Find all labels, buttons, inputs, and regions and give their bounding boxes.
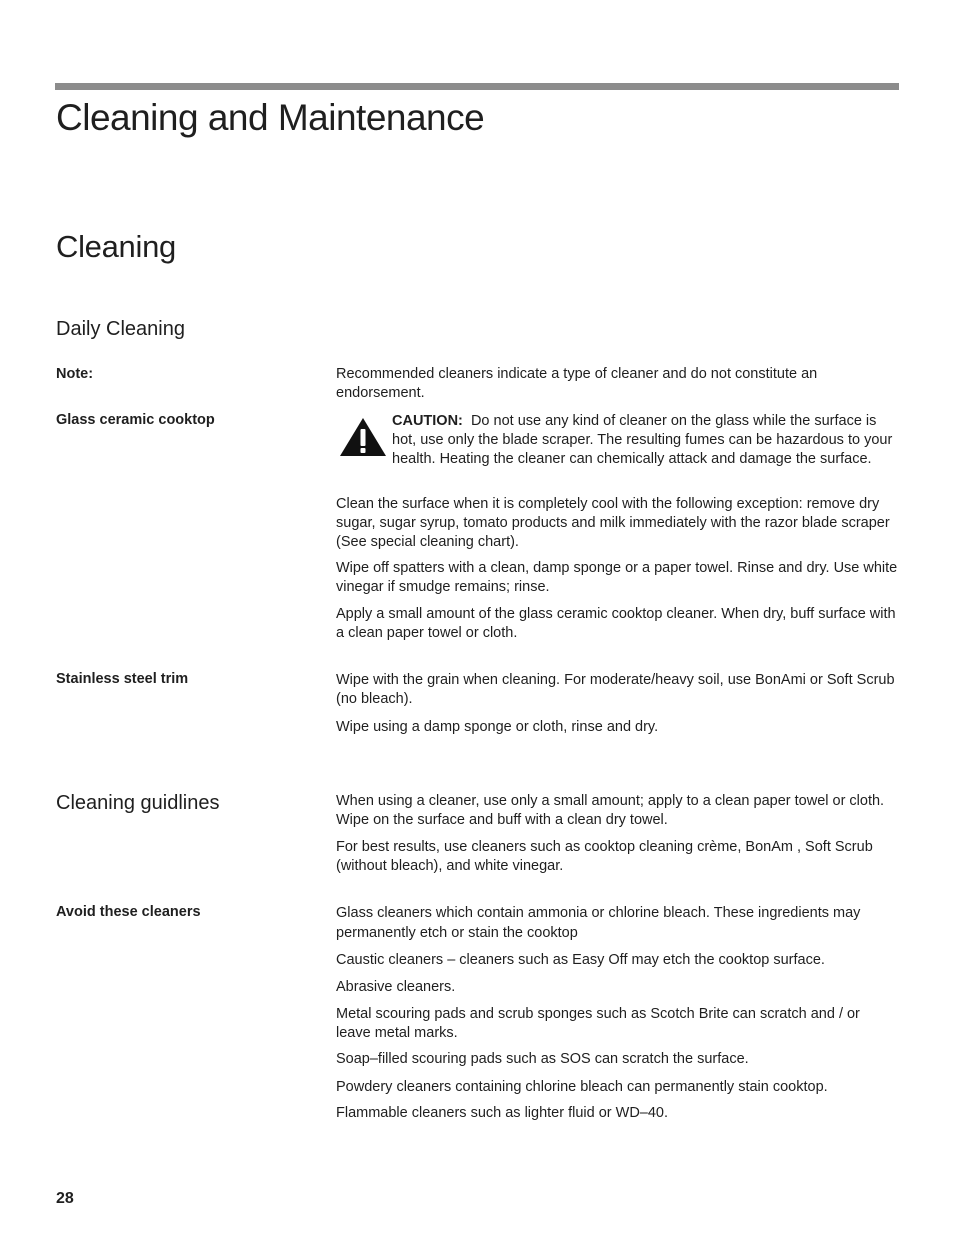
caution-block xyxy=(392,412,898,469)
caution-text: Do not use any kind of cleaner on the glass while the surface is hot, use only the blade scraper. The resulting fumes can be hazardous to your health. Heating the cleaner can chemically attack and damage the surface. xyxy=(392,413,893,467)
guideline-paragraph: For best results, use cleaners such as cooktop cleaning crème, BonAm , Soft Scrub (without bleach), and white vinegar. xyxy=(336,839,873,874)
avoid-cleaners-label: Avoid these cleaners xyxy=(56,904,201,920)
note-label: Note: xyxy=(56,366,94,382)
guideline-paragraph: When using a cleaner, use only a small amount; apply to a clean paper towel or cloth. Wipe on the surface and buff with a clean dry towel. xyxy=(336,793,885,828)
avoid-item: Powdery cleaners containing chlorine bleach can permanently stain cooktop. xyxy=(336,1079,828,1095)
section-title: Cleaning xyxy=(56,229,176,264)
avoid-item: Soap–filled scouring pads such as SOS can scratch the surface. xyxy=(336,1051,749,1067)
daily-cleaning-heading: Daily Cleaning xyxy=(56,318,185,340)
steel-paragraph: Wipe with the grain when cleaning. For moderate/heavy soil, use BonAmi or Soft Scrub (no bleach). xyxy=(336,672,895,707)
glass-cooktop-label: Glass ceramic cooktop xyxy=(56,412,215,428)
avoid-item: Abrasive cleaners. xyxy=(336,979,456,995)
avoid-item: Caustic cleaners – cleaners such as Easy Off may etch the cooktop surface. xyxy=(336,952,825,968)
stainless-steel-label: Stainless steel trim xyxy=(56,671,189,687)
avoid-item: Flammable cleaners such as lighter fluid or WD–40. xyxy=(336,1105,669,1121)
avoid-item: Glass cleaners which contain ammonia or chlorine bleach. These ingredients may permanently etch or stain the cooktop xyxy=(336,905,861,941)
glass-paragraph: Wipe off spatters with a clean, damp sponge or a paper towel. Rinse and dry. Use white vinegar if smudge remains; rinse. xyxy=(336,560,898,595)
glass-paragraph: Apply a small amount of the glass ceramic cooktop cleaner. When dry, buff surface with a clean paper towel or cloth. xyxy=(336,606,896,641)
chapter-title: Cleaning and Maintenance xyxy=(56,97,485,138)
avoid-item: Metal scouring pads and scrub sponges such as Scotch Brite can scratch and / or leave metal marks. xyxy=(336,1006,860,1041)
cleaning-guidelines-heading: Cleaning guidlines xyxy=(56,792,220,814)
note-text: Recommended cleaners indicate a type of cleaner and do not constitute an endorsement. xyxy=(336,366,818,401)
glass-paragraph: Clean the surface when it is completely cool with the following exception: remove dry sugar, sugar syrup, tomato products and milk immediately with the razor blade scraper (See special cleaning chart). xyxy=(336,496,890,550)
steel-paragraph: Wipe using a damp sponge or cloth, rinse and dry. xyxy=(336,719,659,735)
warning-triangle-icon xyxy=(339,417,387,457)
caution-label: CAUTION: xyxy=(392,413,463,429)
top-rule xyxy=(55,83,899,90)
page-number: 28 xyxy=(56,1190,74,1207)
